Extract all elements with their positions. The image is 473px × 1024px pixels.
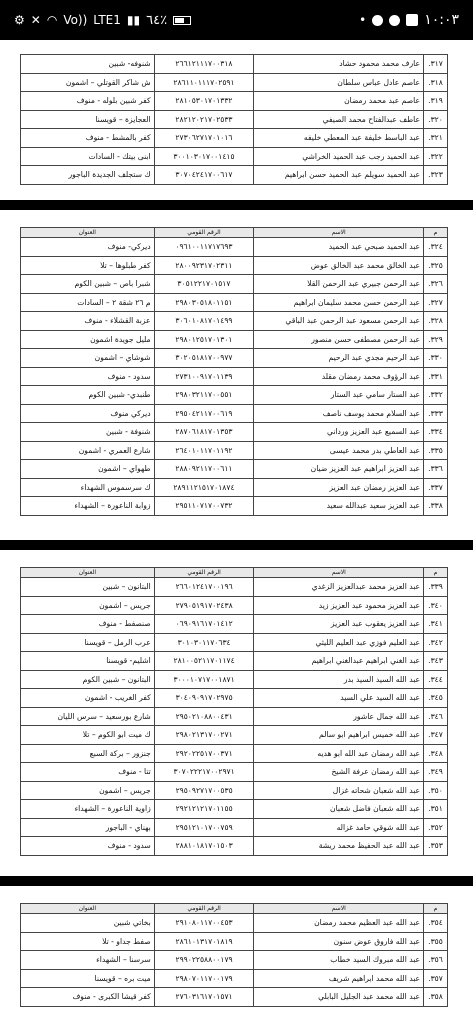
row-address: العجايزة – قويسنا xyxy=(21,110,155,129)
row-address: زاوية الناعورة – الشهداء xyxy=(21,800,155,819)
row-national-id: ٢٩٨٠٢١٣١٧٠٠٢٧١ xyxy=(154,726,254,745)
row-national-id: ٢٩٨٠٣٢١١٧٠٠٥٥١ xyxy=(154,386,254,405)
row-name: عبد الباسط خليفة عبد المعطي خليفه xyxy=(254,129,424,148)
table-row xyxy=(21,763,448,782)
clock: ١٠:٠٣ xyxy=(424,12,459,28)
header-nid: الرقم القومي xyxy=(154,568,254,578)
row-number: ٣١٨. xyxy=(424,73,448,92)
row-name: عبد العزيز ابراهيم عبد العزيز ضيان xyxy=(254,460,424,479)
table-row xyxy=(21,293,448,312)
row-national-id: ٢٩٥١٢١٠١٧٠٠٧٥٩ xyxy=(154,818,254,837)
header-nid: الرقم القومي xyxy=(154,904,254,914)
table-row xyxy=(21,478,448,497)
row-national-id: ٢٨٨٠٩٢١١٧٠٠٦١١ xyxy=(154,460,254,479)
row-national-id: ٢٩٨٠٧٠١١٧٠٠١٧٩ xyxy=(154,969,254,988)
header-address: العنوان xyxy=(21,904,155,914)
row-name: عاطف عبدالفتاح محمد الصيفي xyxy=(254,110,424,129)
row-name: عبد العزيز يعقوب عبد العزيز xyxy=(254,615,424,634)
row-number: ٣٢٢. xyxy=(424,147,448,166)
mute-icon: ✕ xyxy=(30,13,41,27)
header-nid: الرقم القومي xyxy=(154,228,254,238)
row-name: عبد الرحمن مسعود عبد الرحمن عبد الباقي xyxy=(254,312,424,331)
row-address: ديركي منوف xyxy=(21,404,155,423)
row-number: ٣٤٢. xyxy=(424,633,448,652)
row-national-id: ٢٦٤٠١٠١١٧٠١١٩٢ xyxy=(154,441,254,460)
row-number: ٣٥٨. xyxy=(424,988,448,1007)
row-address: ك ستجلف الجديدة الباجور xyxy=(21,166,155,185)
row-name: عبد الله رمضان عرفة الشيخ xyxy=(254,763,424,782)
row-address: سرسنا – الشهداء xyxy=(21,951,155,970)
row-address: شنوفه- شبين xyxy=(21,55,155,74)
row-name: عبد الله خميس ابراهيم ابو سالم xyxy=(254,726,424,745)
row-name: عبد الرحمن جبيري عبد الرحمن القلا xyxy=(254,275,424,294)
document-page-3 xyxy=(0,550,473,876)
row-national-id: ٠٦٩٠٩١٦١٧٠١٤١٢ xyxy=(154,615,254,634)
volte-label: Vo)) xyxy=(63,13,88,27)
row-name: عاصم عادل عباس سلطان xyxy=(254,73,424,92)
row-address: اشليم- قويسنا xyxy=(21,652,155,671)
row-name: عبد الله فاروق عوض سنون xyxy=(254,932,424,951)
row-number: ٣٣١. xyxy=(424,367,448,386)
row-number: ٣٥٥. xyxy=(424,932,448,951)
row-national-id: ٣٠٤٠٩٠٩١٧٠٢٩٧٥ xyxy=(154,689,254,708)
row-national-id: ٢٧٦٠٣١٦١٧٠١٥٧١ xyxy=(154,988,254,1007)
table-row xyxy=(21,689,448,708)
table-row xyxy=(21,707,448,726)
row-number: ٣٤٠. xyxy=(424,596,448,615)
row-national-id: ٢٩٢٠٢٢٥١٧٠٠٣٧١ xyxy=(154,744,254,763)
row-number: ٣٤٦. xyxy=(424,707,448,726)
row-national-id: ٣٠٠٠١٠٧١٧٠٠١٨٧١ xyxy=(154,670,254,689)
table-row xyxy=(21,818,448,837)
row-number: ٣٢١. xyxy=(424,129,448,148)
document-page-2 xyxy=(0,210,473,540)
row-address: كفر بالمشط - منوف xyxy=(21,129,155,148)
row-number: ٣١٩. xyxy=(424,92,448,111)
document-page-1 xyxy=(0,40,473,200)
header-name: الاسم xyxy=(254,904,424,914)
lte-label: LTE1 xyxy=(93,13,121,27)
row-number: ٣٢٩. xyxy=(424,330,448,349)
row-name: عبد السلام محمد يوسف ناصف xyxy=(254,404,424,423)
table-row xyxy=(21,129,448,148)
table-row xyxy=(21,951,448,970)
row-national-id: ٢٨١٠٠٥٢١١٧٠١١٧٤ xyxy=(154,652,254,671)
row-name: عبد الله عبد الحفيظ محمد ريشة xyxy=(254,837,424,856)
row-national-id: ٢٩٢١٢١٢١٧٠١١٥٥ xyxy=(154,800,254,819)
row-address: عزبة القشلاء - منوف xyxy=(21,312,155,331)
table-row xyxy=(21,670,448,689)
row-address: بخاتي شبين xyxy=(21,914,155,933)
row-address: كفر قيشا الكبرى - منوف xyxy=(21,988,155,1007)
row-address: طهواي – اشمون xyxy=(21,460,155,479)
row-address: جريس – اشمون xyxy=(21,596,155,615)
table-row xyxy=(21,800,448,819)
row-address: صنصفط - منوف xyxy=(21,615,155,634)
row-national-id: ٢٨٦١٠١٣١٧٠١٨١٩ xyxy=(154,932,254,951)
table-row xyxy=(21,349,448,368)
status-right xyxy=(359,12,459,28)
row-national-id: ٢٨٢١٢٠٢١٧٠٢٥٣٣ xyxy=(154,110,254,129)
table-row xyxy=(21,781,448,800)
table-row xyxy=(21,386,448,405)
row-address: ك ميت ابو الكوم – تلا xyxy=(21,726,155,745)
row-name: عبد الله محمد عبد الجليل البابلي xyxy=(254,988,424,1007)
more-icon: • xyxy=(359,13,367,27)
header-num: م xyxy=(424,228,448,238)
table-row xyxy=(21,423,448,442)
row-number: ٣٤٣. xyxy=(424,652,448,671)
table-row xyxy=(21,615,448,634)
table-row xyxy=(21,441,448,460)
table-row xyxy=(21,73,448,92)
row-address: تتا - منوف xyxy=(21,763,155,782)
row-number: ٣٥١. xyxy=(424,800,448,819)
header-name: الاسم xyxy=(254,568,424,578)
facebook-icon xyxy=(406,14,418,26)
table-header-row xyxy=(21,568,448,578)
row-name: عبد الغني ابراهيم عبدالغني ابراهيم xyxy=(254,652,424,671)
row-number: ٣٣٨. xyxy=(424,497,448,516)
row-name: عبد العزيز رمضان عبد العزيز xyxy=(254,478,424,497)
row-name: عبد الله شعبان فاضل شعبان xyxy=(254,800,424,819)
row-address: البتانون – شبين xyxy=(21,578,155,597)
row-address: بهناي - الباجور xyxy=(21,818,155,837)
table-row xyxy=(21,596,448,615)
row-number: ٣٣٢. xyxy=(424,386,448,405)
row-address: ميت بره – قويسنا xyxy=(21,969,155,988)
row-address: كفر شبين بلوله - منوف xyxy=(21,92,155,111)
row-address: سدود - منوف xyxy=(21,367,155,386)
row-address: كفر طبلوها – تلا xyxy=(21,256,155,275)
row-name: عبد الله السيد علي السيد xyxy=(254,689,424,708)
row-national-id: ٢٦٦١٢١١١٧٠٠٣١٨ xyxy=(154,55,254,74)
table-row xyxy=(21,460,448,479)
row-name: عبد الرحمن مصطفى حسن منصور xyxy=(254,330,424,349)
table-row xyxy=(21,932,448,951)
table-row xyxy=(21,312,448,331)
row-address: شارع العمري - اشمون xyxy=(21,441,155,460)
row-number: ٣٣٧. xyxy=(424,478,448,497)
row-number: ٣٣٤. xyxy=(424,423,448,442)
row-name: عبد العزيز محمد عبدالعزيز الزغدي xyxy=(254,578,424,597)
row-number: ٣٢٥. xyxy=(424,256,448,275)
row-address: جنزور – بركة السبع xyxy=(21,744,155,763)
row-number: ٣٤١. xyxy=(424,615,448,634)
row-name: عبد العزيز محمود عبد العزيز زيد xyxy=(254,596,424,615)
row-address: صفط جداو - تلا xyxy=(21,932,155,951)
status-bar xyxy=(0,0,473,40)
row-number: ٣٢٦. xyxy=(424,275,448,294)
row-address: زوابة الناعورة – الشهداء xyxy=(21,497,155,516)
header-num: م xyxy=(424,904,448,914)
row-address: كفر الغريب - اشمون xyxy=(21,689,155,708)
header-address: العنوان xyxy=(21,228,155,238)
status-left xyxy=(14,13,191,28)
row-national-id: ٢٧٣١٠٠٩١٧٠١١٣٩ xyxy=(154,367,254,386)
row-national-id: ٠٩٦١٠٠١١٧١٧٦٩٣ xyxy=(154,238,254,257)
row-name: عبد الله عبد العظيم محمد رمضان xyxy=(254,914,424,933)
row-address: م ٢٦ شقة ٢ – السادات xyxy=(21,293,155,312)
row-address: ش شاكر القوتلي – اشمون xyxy=(21,73,155,92)
row-number: ٣٤٩. xyxy=(424,763,448,782)
row-number: ٣٤٨. xyxy=(424,744,448,763)
table-row xyxy=(21,497,448,516)
table-row xyxy=(21,744,448,763)
table-row xyxy=(21,652,448,671)
document-page-4 xyxy=(0,886,473,1024)
row-name: عبد الحميد سويلم عبد الحميد حسن ابراهيم xyxy=(254,166,424,185)
row-national-id: ٣٠٥١٢٢١٧٠١٥١٧ xyxy=(154,275,254,294)
table-row xyxy=(21,330,448,349)
row-name: عبد الله شعبان شحاته غزال xyxy=(254,781,424,800)
table-row xyxy=(21,55,448,74)
row-national-id: ٢٩٥٠٢١٠٨٨٠٠٤٣١ xyxy=(154,707,254,726)
row-address: عرب الرمل – قويسنا xyxy=(21,633,155,652)
row-address: البتانون – شبين الكوم xyxy=(21,670,155,689)
table-row xyxy=(21,633,448,652)
table-header-row xyxy=(21,904,448,914)
row-name: عبد السميع عبد العزيز ورداني xyxy=(254,423,424,442)
table-row xyxy=(21,914,448,933)
row-national-id: ٢٨٧٠٦١٨١٧٠١٣٥٣ xyxy=(154,423,254,442)
row-number: ٣٥٤. xyxy=(424,914,448,933)
row-address: شوشاي – اشمون xyxy=(21,349,155,368)
row-number: ٣٥٦. xyxy=(424,951,448,970)
row-address: ابنى بيتك - السادات xyxy=(21,147,155,166)
table-row xyxy=(21,147,448,166)
battery-icon xyxy=(173,16,191,25)
row-name: عبد الخالق محمد عبد الخالق عوض xyxy=(254,256,424,275)
row-number: ٣٥٠. xyxy=(424,781,448,800)
row-name: عبد الرحيم مجدي عبد الرحيم xyxy=(254,349,424,368)
table-row xyxy=(21,92,448,111)
row-national-id: ٣٠٠١٠٣٠١٧٠٠١٤١٥ xyxy=(154,147,254,166)
table-row xyxy=(21,988,448,1007)
signal-icon: ▮▮ xyxy=(126,13,141,27)
row-name: عبد الستار سامي عبد الستار xyxy=(254,386,424,405)
row-national-id: ٣٠٢٠٥١٨١٧٠٠٩٧٧ xyxy=(154,349,254,368)
row-number: ٣٢٨. xyxy=(424,312,448,331)
settings-icon: ⚙ xyxy=(14,13,25,27)
row-name: عبد الحميد رجب عبد الحميد الخراشي xyxy=(254,147,424,166)
table-row xyxy=(21,238,448,257)
row-number: ٣٢٠. xyxy=(424,110,448,129)
table-row xyxy=(21,367,448,386)
header-name: الاسم xyxy=(254,228,424,238)
battery-percent: ٦٤٪ xyxy=(146,12,168,28)
table-row xyxy=(21,726,448,745)
row-national-id: ٢٩٨٠١٢٥١٧٠١٣٠١ xyxy=(154,330,254,349)
row-number: ٣١٧. xyxy=(424,55,448,74)
row-name: عبد الله رمضان عبد الله ابو هديه xyxy=(254,744,424,763)
row-name: عبد الرؤوف محمد رمضان مقلد xyxy=(254,367,424,386)
table-header-row xyxy=(21,228,448,238)
table-row xyxy=(21,404,448,423)
row-number: ٣٢٤. xyxy=(424,238,448,257)
row-address: طنبدي- شبين الكوم xyxy=(21,386,155,405)
table-row xyxy=(21,969,448,988)
row-address: مليل جويدة اشمون xyxy=(21,330,155,349)
row-national-id: ٢٧٩٠٥١٩١٧٠٢٤٣٨ xyxy=(154,596,254,615)
table-row xyxy=(21,256,448,275)
row-national-id: ٢٩٥١١٠٧١٧٠٠٧٣٢ xyxy=(154,497,254,516)
notification-icon xyxy=(372,15,383,26)
row-number: ٣٤٤. xyxy=(424,670,448,689)
row-address: ديركي- منوف xyxy=(21,238,155,257)
row-address: ك سرسموس الشهداء xyxy=(21,478,155,497)
row-number: ٣٣٠. xyxy=(424,349,448,368)
table-row xyxy=(21,837,448,856)
header-num: م xyxy=(424,568,448,578)
row-number: ٣٥٣. xyxy=(424,837,448,856)
soccer-icon xyxy=(389,15,400,26)
table-row xyxy=(21,166,448,185)
row-name: عبد الله جمال عاشور xyxy=(254,707,424,726)
row-national-id: ٢٨٨١٠١٨١٧٠١٥٠٣ xyxy=(154,837,254,856)
row-national-id: ٢٩٩٠٢٢٥٨٨٠٠١٧٩ xyxy=(154,951,254,970)
row-name: عبد الله مبروك السيد خطاب xyxy=(254,951,424,970)
row-national-id: ٣٠٧٠٢٢٢١٧٠٠٢٩٧١ xyxy=(154,763,254,782)
row-national-id: ٢٨٦١١٠١١١٧٠٢٥٩١ xyxy=(154,73,254,92)
row-national-id: ٢٨٠٠٩٢٣١٧٠٢٣١١ xyxy=(154,256,254,275)
row-national-id: ٢٨١٠٥٣٠١٧٠١٣٣٢ xyxy=(154,92,254,111)
row-number: ٣٥٢. xyxy=(424,818,448,837)
records-table xyxy=(20,54,448,185)
row-name: عبد الله شوقي حامد غزاله xyxy=(254,818,424,837)
table-row xyxy=(21,578,448,597)
row-number: ٣٣٩. xyxy=(424,578,448,597)
row-number: ٣٣٣. xyxy=(424,404,448,423)
row-name: عبد الله السيد السيد بدر xyxy=(254,670,424,689)
row-number: ٣٥٧. xyxy=(424,969,448,988)
records-table xyxy=(20,567,448,856)
row-name: عبد العليم فوزي عبد العليم الليثي xyxy=(254,633,424,652)
wifi-icon: ◠ xyxy=(46,13,58,27)
records-table xyxy=(20,227,448,516)
row-address: شنوفة - شبين xyxy=(21,423,155,442)
row-address: جريس – اشمون xyxy=(21,781,155,800)
row-name: عبد العزيز سعيد عبدالله سعيد xyxy=(254,497,424,516)
row-national-id: ٣٠١٠٣٠١١٧٠٦٣٤ xyxy=(154,633,254,652)
row-national-id: ٢٩٥٠٩٢٧١٧٠٠٥٣٥ xyxy=(154,781,254,800)
row-name: عبد الله محمد ابراهيم شريف xyxy=(254,969,424,988)
row-address: سدود - منوف xyxy=(21,837,155,856)
row-national-id: ٢٧٣٠٦٢٧١٧٠١٠١٦ xyxy=(154,129,254,148)
row-national-id: ٢٩٥٠٤٢١١٧٠٠٦١٩ xyxy=(154,404,254,423)
row-name: عارف محمد محمود حشاد xyxy=(254,55,424,74)
row-national-id: ٢٨٩١١٢١٥١٧٠١٨٧٤ xyxy=(154,478,254,497)
row-number: ٣٤٧. xyxy=(424,726,448,745)
row-name: عبد الحميد صبحي عبد الحميد xyxy=(254,238,424,257)
row-address: شبرا باص – شبين الكوم xyxy=(21,275,155,294)
row-national-id: ٣٠٧٠٤٢٤١٧٠٠٦١٧ xyxy=(154,166,254,185)
header-address: العنوان xyxy=(21,568,155,578)
row-number: ٣٤٥. xyxy=(424,689,448,708)
row-name: عبد الرحمن حسن محمد سليمان ابراهيم xyxy=(254,293,424,312)
row-number: ٣٢٧. xyxy=(424,293,448,312)
row-address: شارع بورسعيد – سرس الليان xyxy=(21,707,155,726)
row-national-id: ٢٩١٠٨٠١١٧٠٠٤٥٣ xyxy=(154,914,254,933)
row-number: ٣٣٥. xyxy=(424,441,448,460)
row-national-id: ٣٠٦٠١٠٨١٧٠١٤٩٩ xyxy=(154,312,254,331)
row-national-id: ٢٩٨٠٣٠٥١٨٠١١٥١ xyxy=(154,293,254,312)
row-number: ٣٣٦. xyxy=(424,460,448,479)
row-name: عبد العاطي بدر محمد عيسى xyxy=(254,441,424,460)
row-name: عاصم عبد محمد رمضان xyxy=(254,92,424,111)
table-row xyxy=(21,110,448,129)
records-table xyxy=(20,903,448,1007)
row-national-id: ٢٦٦٠١٢٤١٧٠٠١٩٦ xyxy=(154,578,254,597)
row-number: ٣٢٣. xyxy=(424,166,448,185)
table-row xyxy=(21,275,448,294)
